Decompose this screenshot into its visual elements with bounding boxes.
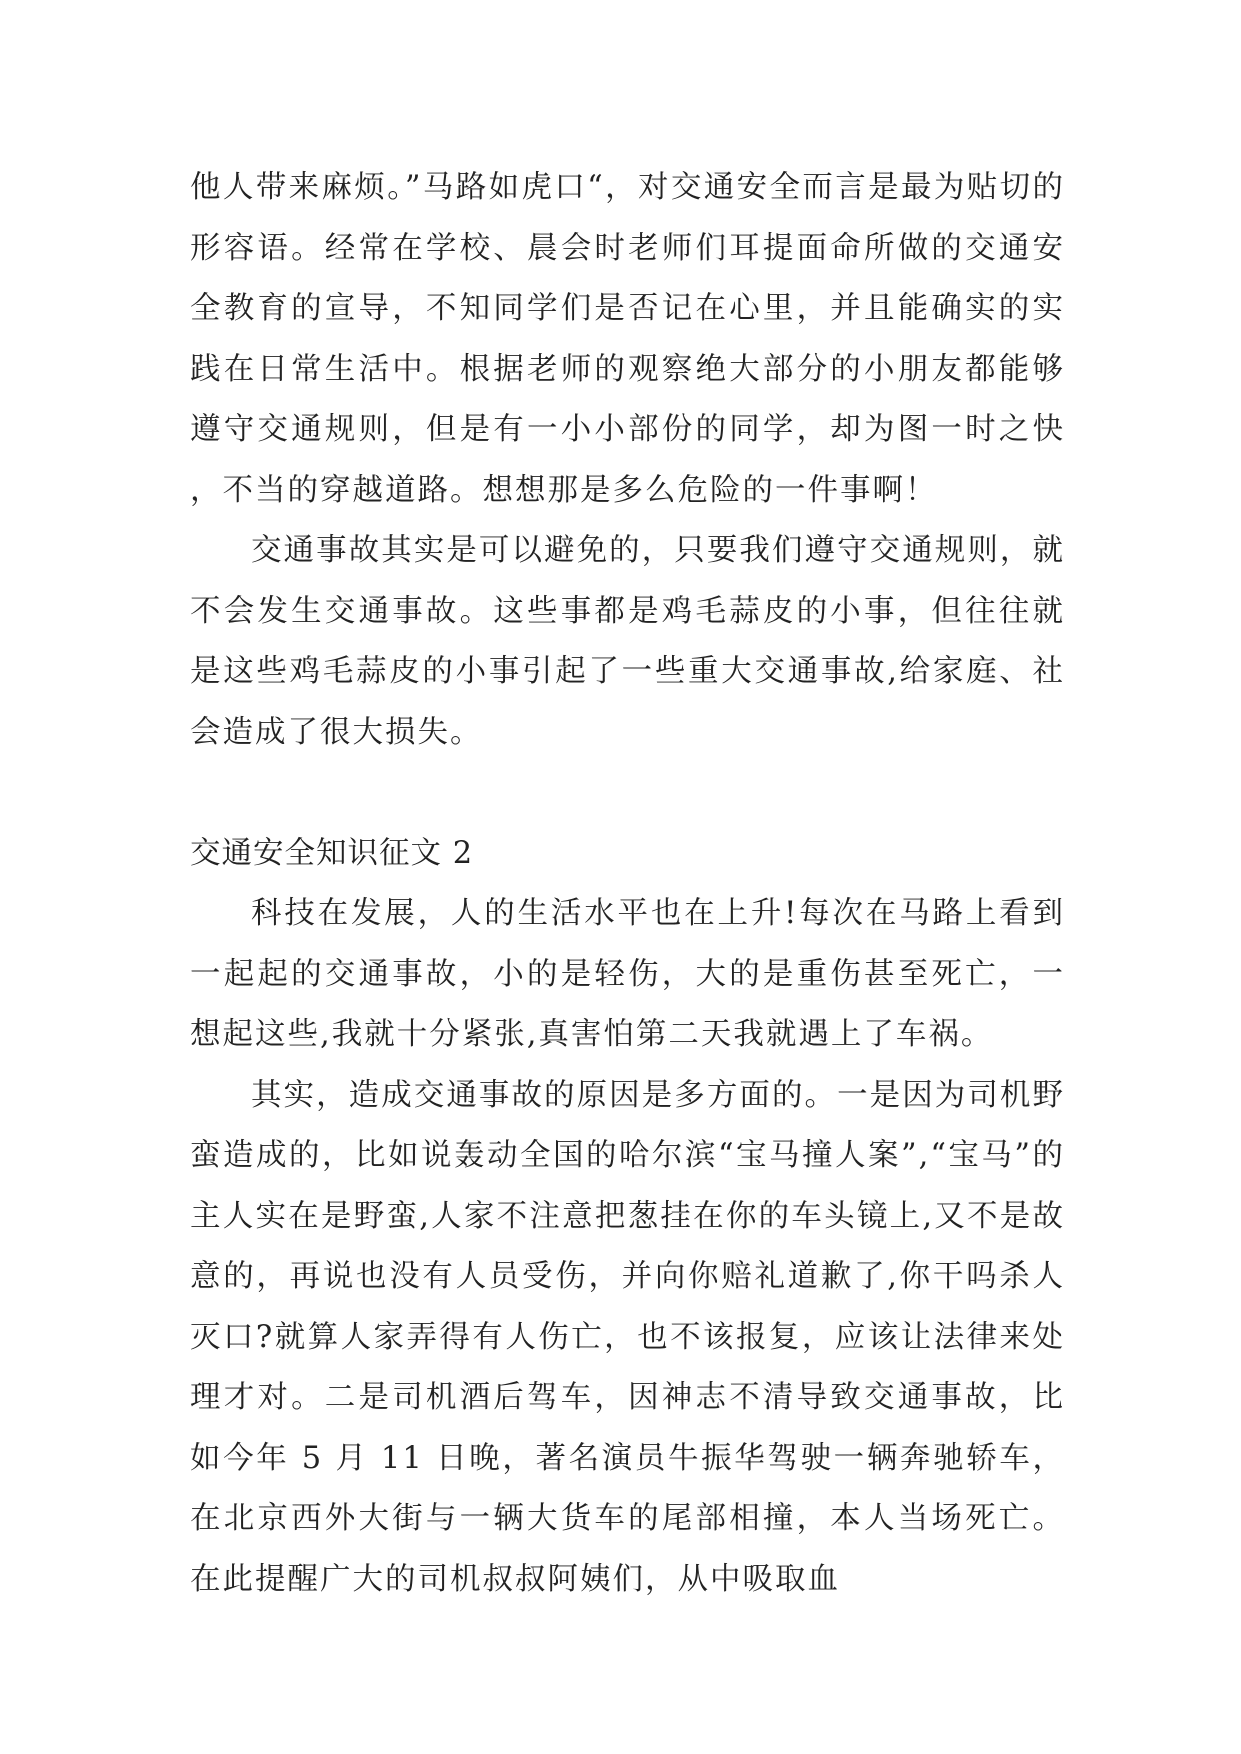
document-page: [190, 158, 1065, 1610]
paragraph-accident-avoidable: 交通事故其实是可以避免的，只要我们遵守交通规则，就不会发生交通事故。这些事都是鸡毛蒜皮的小事，但往往就是这些鸡毛蒜皮的小事引起了一些重大交通事故,给家庭、社会造成了很大损失。: [190, 533, 1065, 750]
paragraph-continuation: 他人带来麻烦。”马路如虎口“，对交通安全而言是最为贴切的形容语。经常在学校、晨会时老师们耳提面命所做的交通安全教育的宣导，不知同学们是否记在心里，并且能确实的实践在日常生活中。根据老师的观察绝大部分的小朋友都能够遵守交通规则，但是有一小小部份的同学，却为图一时之快，不当的穿越道路。想想那是多么危险的一件事啊！: [190, 170, 1065, 508]
section-title: 交通安全知识征文 2: [190, 835, 474, 871]
paragraph-accident-causes: 其实，造成交通事故的原因是多方面的。一是因为司机野蛮造成的，比如说轰动全国的哈尔滨“宝马撞人案”,“宝马”的主人实在是野蛮,人家不注意把葱挂在你的车头镜上,又不是故意的，再说也没有人员受伤，并向你赔礼道歉了,你干吗杀人灭口?就算人家弄得有人伤亡，也不该报复，应该让法律来处理才对。二是司机酒后驾车，因神志不清导致交通事故，比如今年 5 月 11 日晚，著名演员牛振华驾驶一辆奔驰轿车，在北京西外大街与一辆大货车的尾部相撞，本人当场死亡。在此提醒广大的司机叔叔阿姨们，从中吸取血: [190, 1077, 1065, 1597]
paragraph-technology: 科技在发展，人的生活水平也在上升!每次在马路上看到一起起的交通事故，小的是轻伤，大的是重伤甚至死亡，一想起这些,我就十分紧张,真害怕第二天我就遇上了车祸。: [190, 896, 1065, 1052]
